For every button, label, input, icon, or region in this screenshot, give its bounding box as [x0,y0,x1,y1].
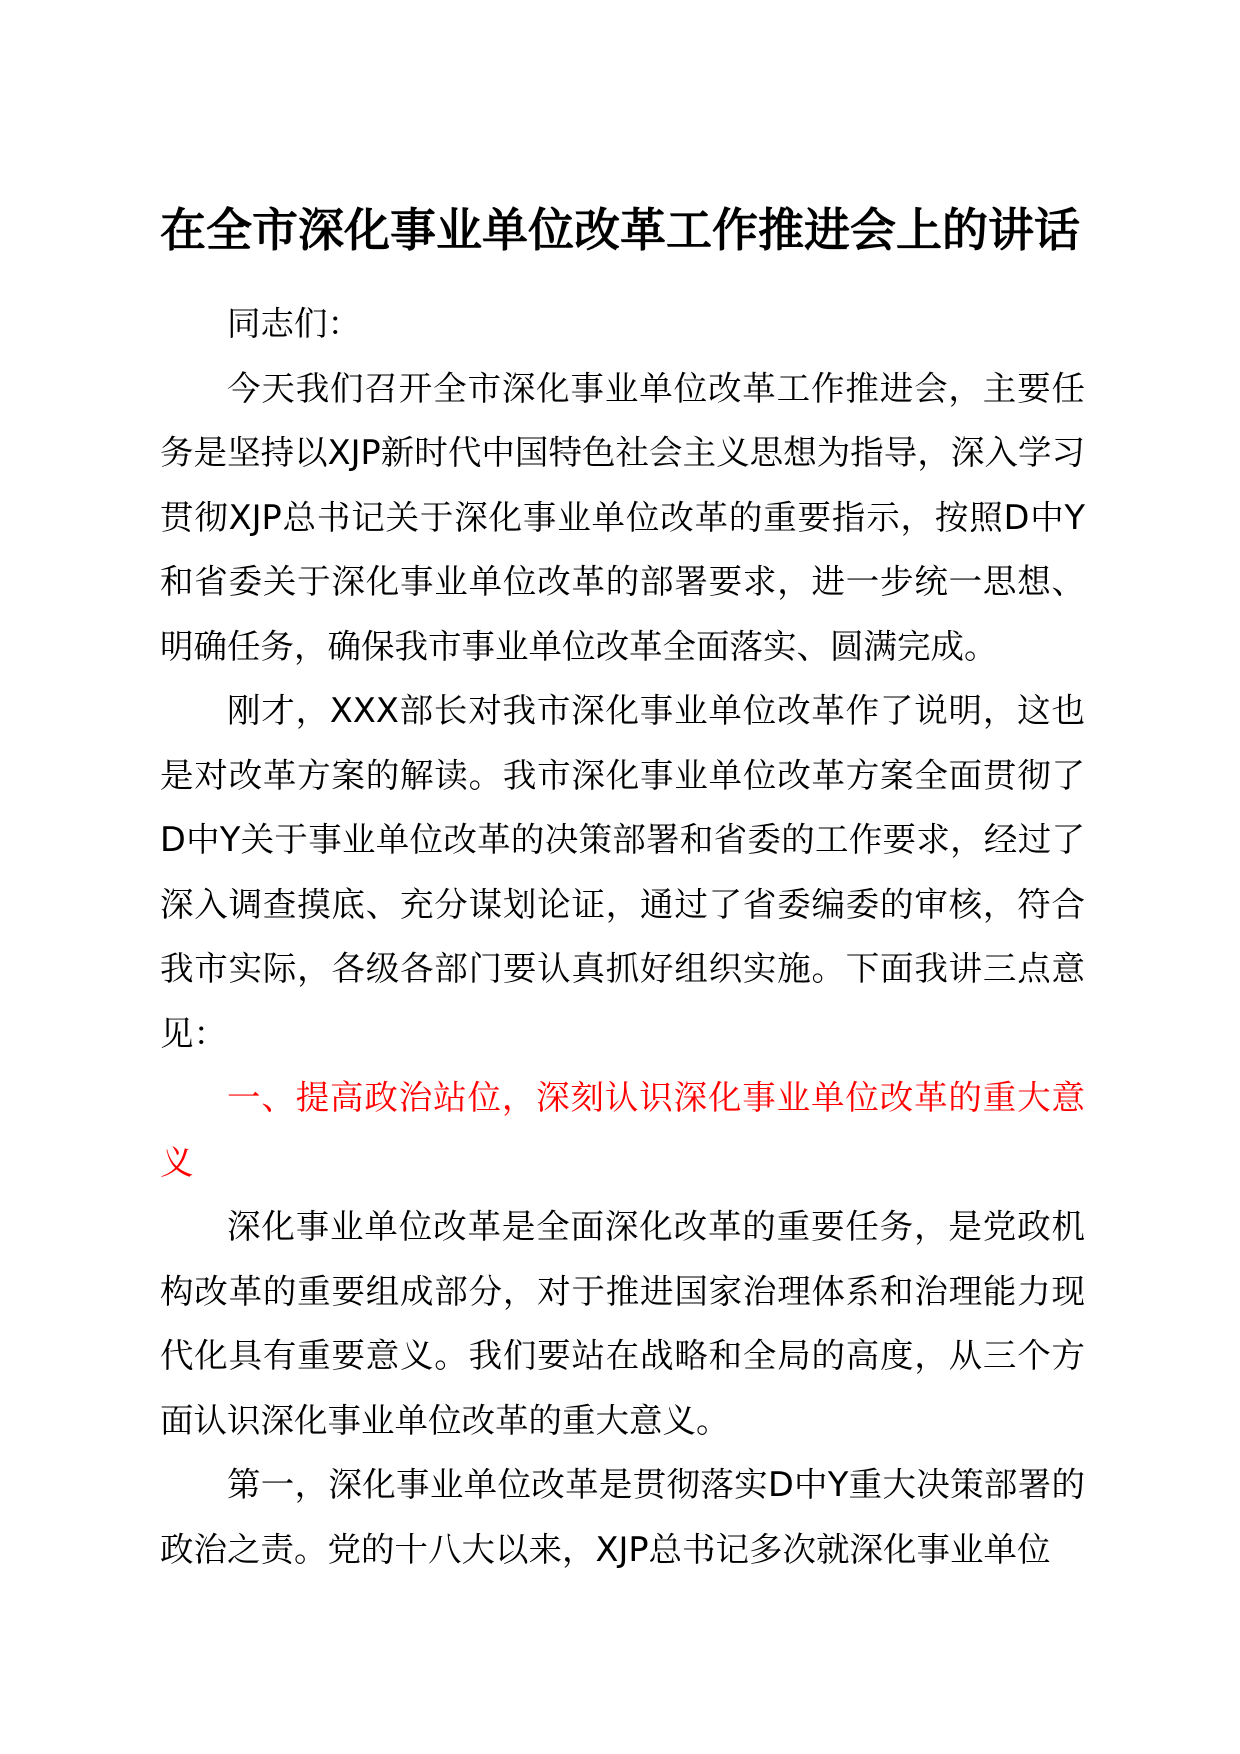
paragraph-explanation: 刚才，XXX部长对我市深化事业单位改革作了说明，这也是对改革方案的解读。我市深化事业单位改革方案全面贯彻了D中Y关于事业单位改革的决策部署和省委的工作要求，经过了深入调查摸底、充分谋划论证，通过了省委编委的审核，符合我市实际，各级各部门要认真抓好组织实施。下面我讲三点意见： [160,691,1085,1053]
document-body [160,292,1085,1582]
salutation: 同志们： [227,304,361,343]
paragraph-significance: 深化事业单位改革是全面深化改革的重要任务，是党政机构改革的重要组成部分，对于推进国家治理体系和治理能力现代化具有重要意义。我们要站在战略和全局的高度，从三个方面认识深化事业单位改革的重大意义。 [160,1207,1085,1440]
paragraph-first-point: 第一，深化事业单位改革是贯彻落实D中Y重大决策部署的政治之责。党的十八大以来，XJP总书记多次就深化事业单位 [160,1465,1085,1569]
paragraph-intro: 今天我们召开全市深化事业单位改革工作推进会，主要任务是坚持以XJP新时代中国特色社会主义思想为指导，深入学习贯彻XJP总书记关于深化事业单位改革的重要指示，按照D中Y和省委关于深化事业单位改革的部署要求，进一步统一思想、明确任务，确保我市事业单位改革全面落实、圆满完成。 [160,368,1085,666]
section-heading: 一、提高政治站位，深刻认识深化事业单位改革的重大意义 [160,1078,1085,1182]
document-title: 在全市深化事业单位改革工作推进会上的讲话 [160,203,1080,257]
